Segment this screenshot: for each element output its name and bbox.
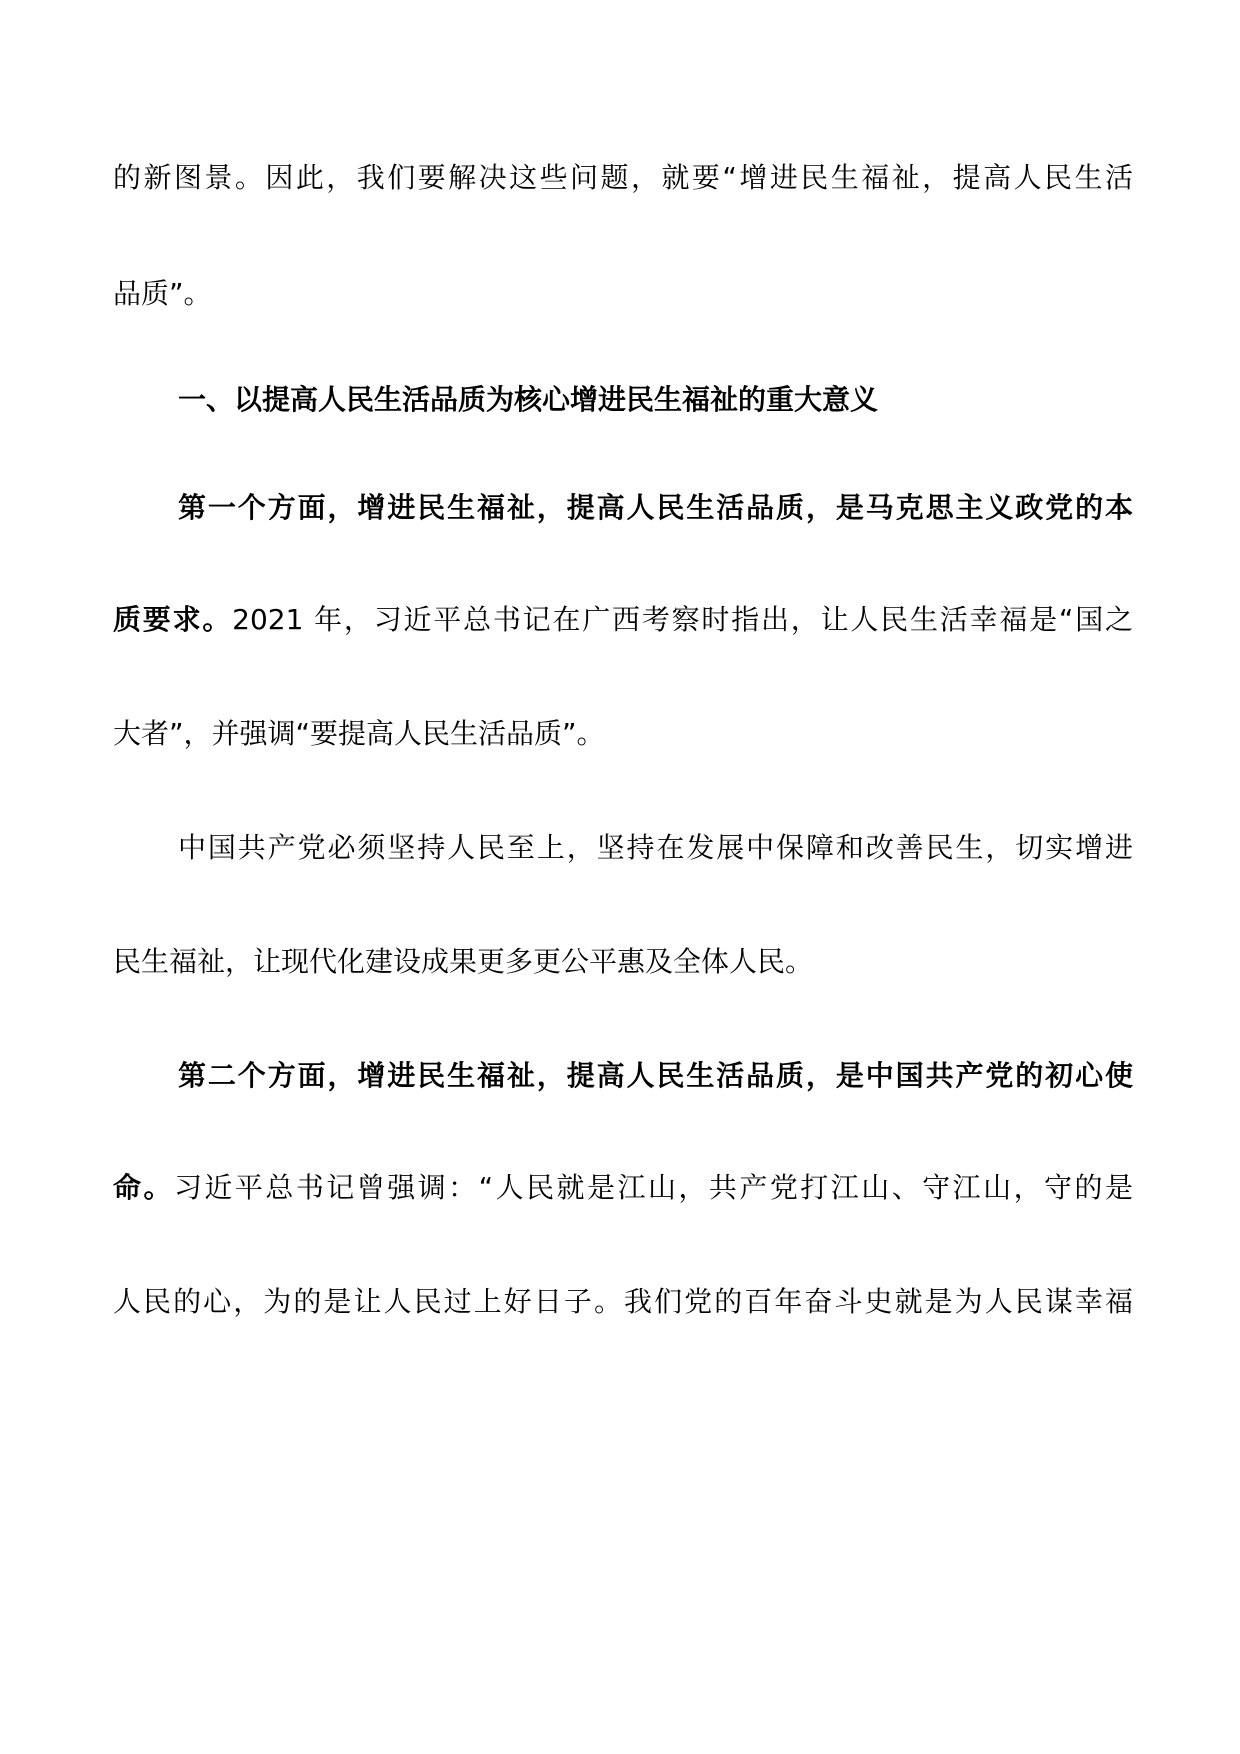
bold-text-run: 质要求。 [113,603,233,636]
text-run: 第一个方面，增进民生福祉，提高人民生活品质，是马克思主义政党的本 [178,491,1133,524]
bold-text-run: 命。 [113,1171,174,1204]
body-text-line [178,826,1133,870]
heading-text: 一、以提高人民生活品质为核心增进民生福祉的重大意义 [178,383,879,416]
text-run: 大者”，并强调“要提高人民生活品质”。 [113,717,605,750]
text-run: 品质”。 [113,277,212,310]
text-run: 的新图景。因此，我们要解决这些问题，就要“增进民生福祉，提高人民生活 [113,161,1133,194]
body-text-line [113,598,1133,642]
text-run: 第二个方面，增进民生福祉，提高人民生活品质，是中国共产党的初心使 [178,1059,1133,1092]
text-run: 民生福祉，让现代化建设成果更多更公平惠及全体人民。 [113,945,814,978]
body-text-line [113,712,1133,756]
text-run: 中国共产党必须坚持人民至上，坚持在发展中保障和改善民生，切实增进 [178,831,1133,864]
text-run: 2021 年，习近平总书记在广西考察时指出，让人民生活幸福是“国之 [232,603,1133,636]
body-text-line [113,272,1133,316]
body-text-line [113,1166,1133,1210]
text-run: 习近平总书记曾强调：“人民就是江山，共产党打江山、守江山，守的是 [173,1171,1133,1204]
body-text-line [113,940,1133,984]
bold-paragraph-line [178,486,1133,530]
section-heading [178,378,1133,422]
text-run: 人民的心，为的是让人民过上好日子。我们党的百年奋斗史就是为人民谋幸福 [113,1285,1133,1318]
body-text-line [113,1280,1133,1324]
bold-paragraph-line [178,1054,1133,1098]
body-text-line [113,156,1133,200]
